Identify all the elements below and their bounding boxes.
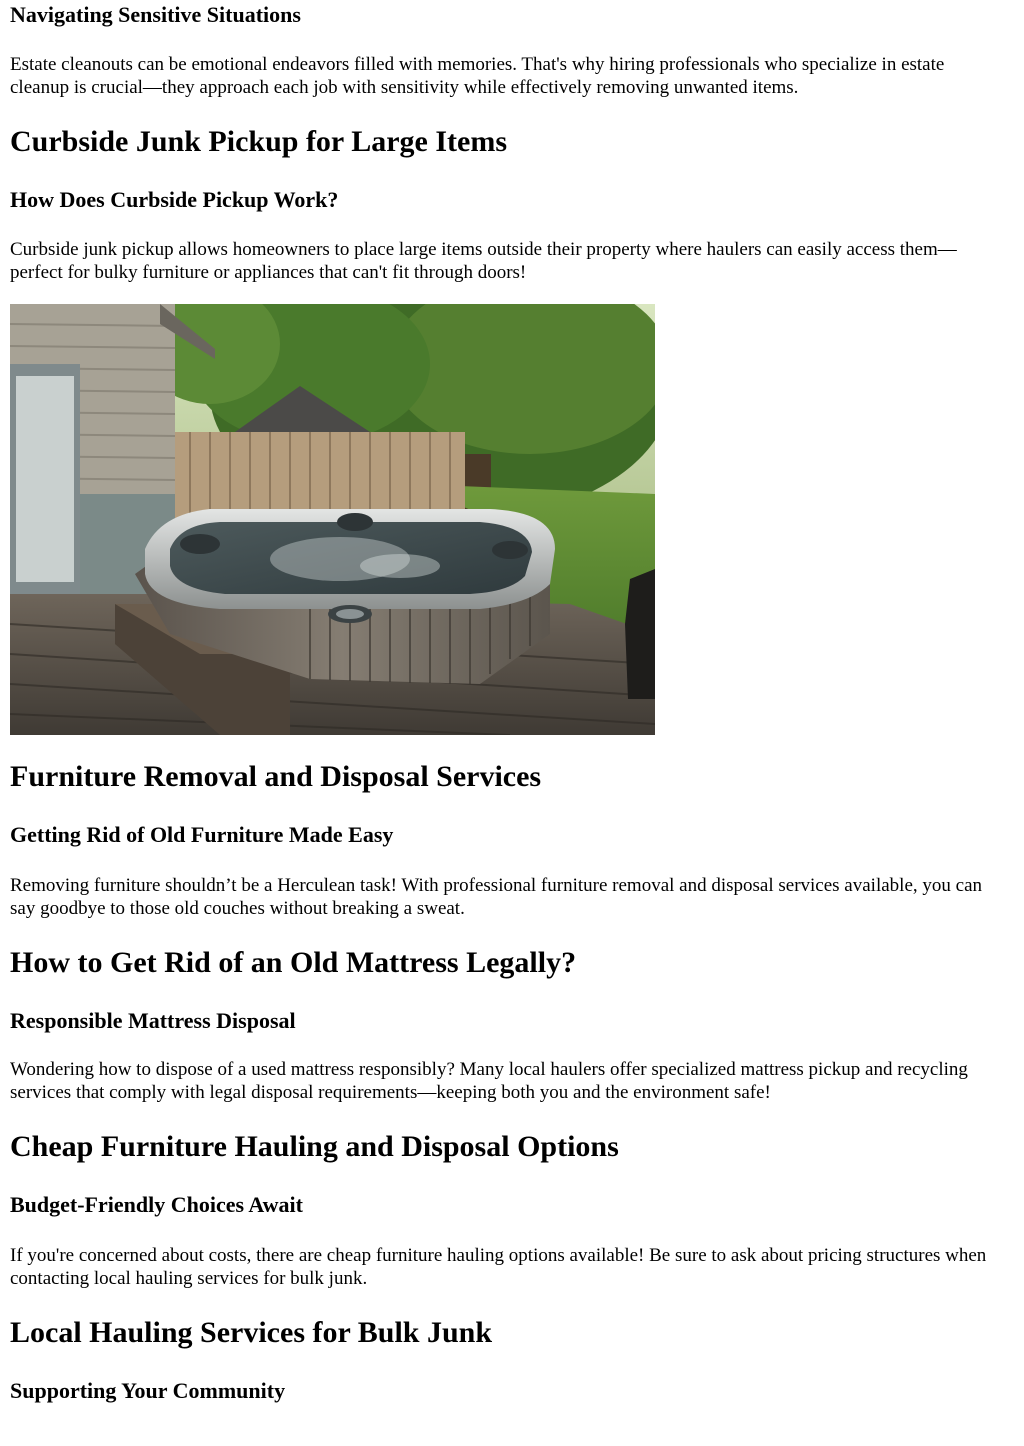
subheading-navigating-sensitive-situations: Navigating Sensitive Situations [10, 2, 301, 27]
paragraph-mattress-disposal: Wondering how to dispose of a used mattress responsibly? Many local haulers offer specialized mattress pickup and recycling services that comply with legal disposal requirements—keeping both you and the environment safe! [10, 1059, 968, 1103]
subheading-curbside-pickup-work: How Does Curbside Pickup Work? [10, 187, 339, 212]
hot-tub-deck-image [10, 304, 655, 735]
paragraph-curbside-pickup: Curbside junk pickup allows homeowners to place large items outside their property where haulers can easily access them—perfect for bulky furniture or appliances that can't fit through doors! [10, 239, 957, 283]
subheading-supporting-community: Supporting Your Community [10, 1378, 286, 1403]
paragraph-cheap-hauling: If you're concerned about costs, there are cheap furniture hauling options available! Be sure to ask about pricing structures when contacting local hauling services for bulk junk. [10, 1245, 987, 1289]
paragraph-furniture-removal: Removing furniture shouldn’t be a Herculean task! With professional furniture removal and disposal services available, you can say goodbye to those old couches without breaking a sweat. [10, 875, 982, 919]
paragraph-estate-cleanouts: Estate cleanouts can be emotional endeavors filled with memories. That's why hiring professionals who specialize in estate cleanup is crucial—they approach each job with sensitivity while effectively removing unwanted items. [10, 54, 945, 98]
heading-local-hauling-services: Local Hauling Services for Bulk Junk [10, 1316, 493, 1349]
subheading-budget-friendly: Budget-Friendly Choices Await [10, 1192, 303, 1217]
heading-old-mattress-legally: How to Get Rid of an Old Mattress Legally? [10, 946, 577, 979]
heading-furniture-removal: Furniture Removal and Disposal Services [10, 760, 542, 793]
subheading-old-furniture-easy: Getting Rid of Old Furniture Made Easy [10, 822, 394, 847]
heading-cheap-furniture-hauling: Cheap Furniture Hauling and Disposal Options [10, 1130, 619, 1163]
heading-curbside-junk-pickup: Curbside Junk Pickup for Large Items [10, 125, 507, 158]
subheading-responsible-mattress: Responsible Mattress Disposal [10, 1008, 296, 1033]
